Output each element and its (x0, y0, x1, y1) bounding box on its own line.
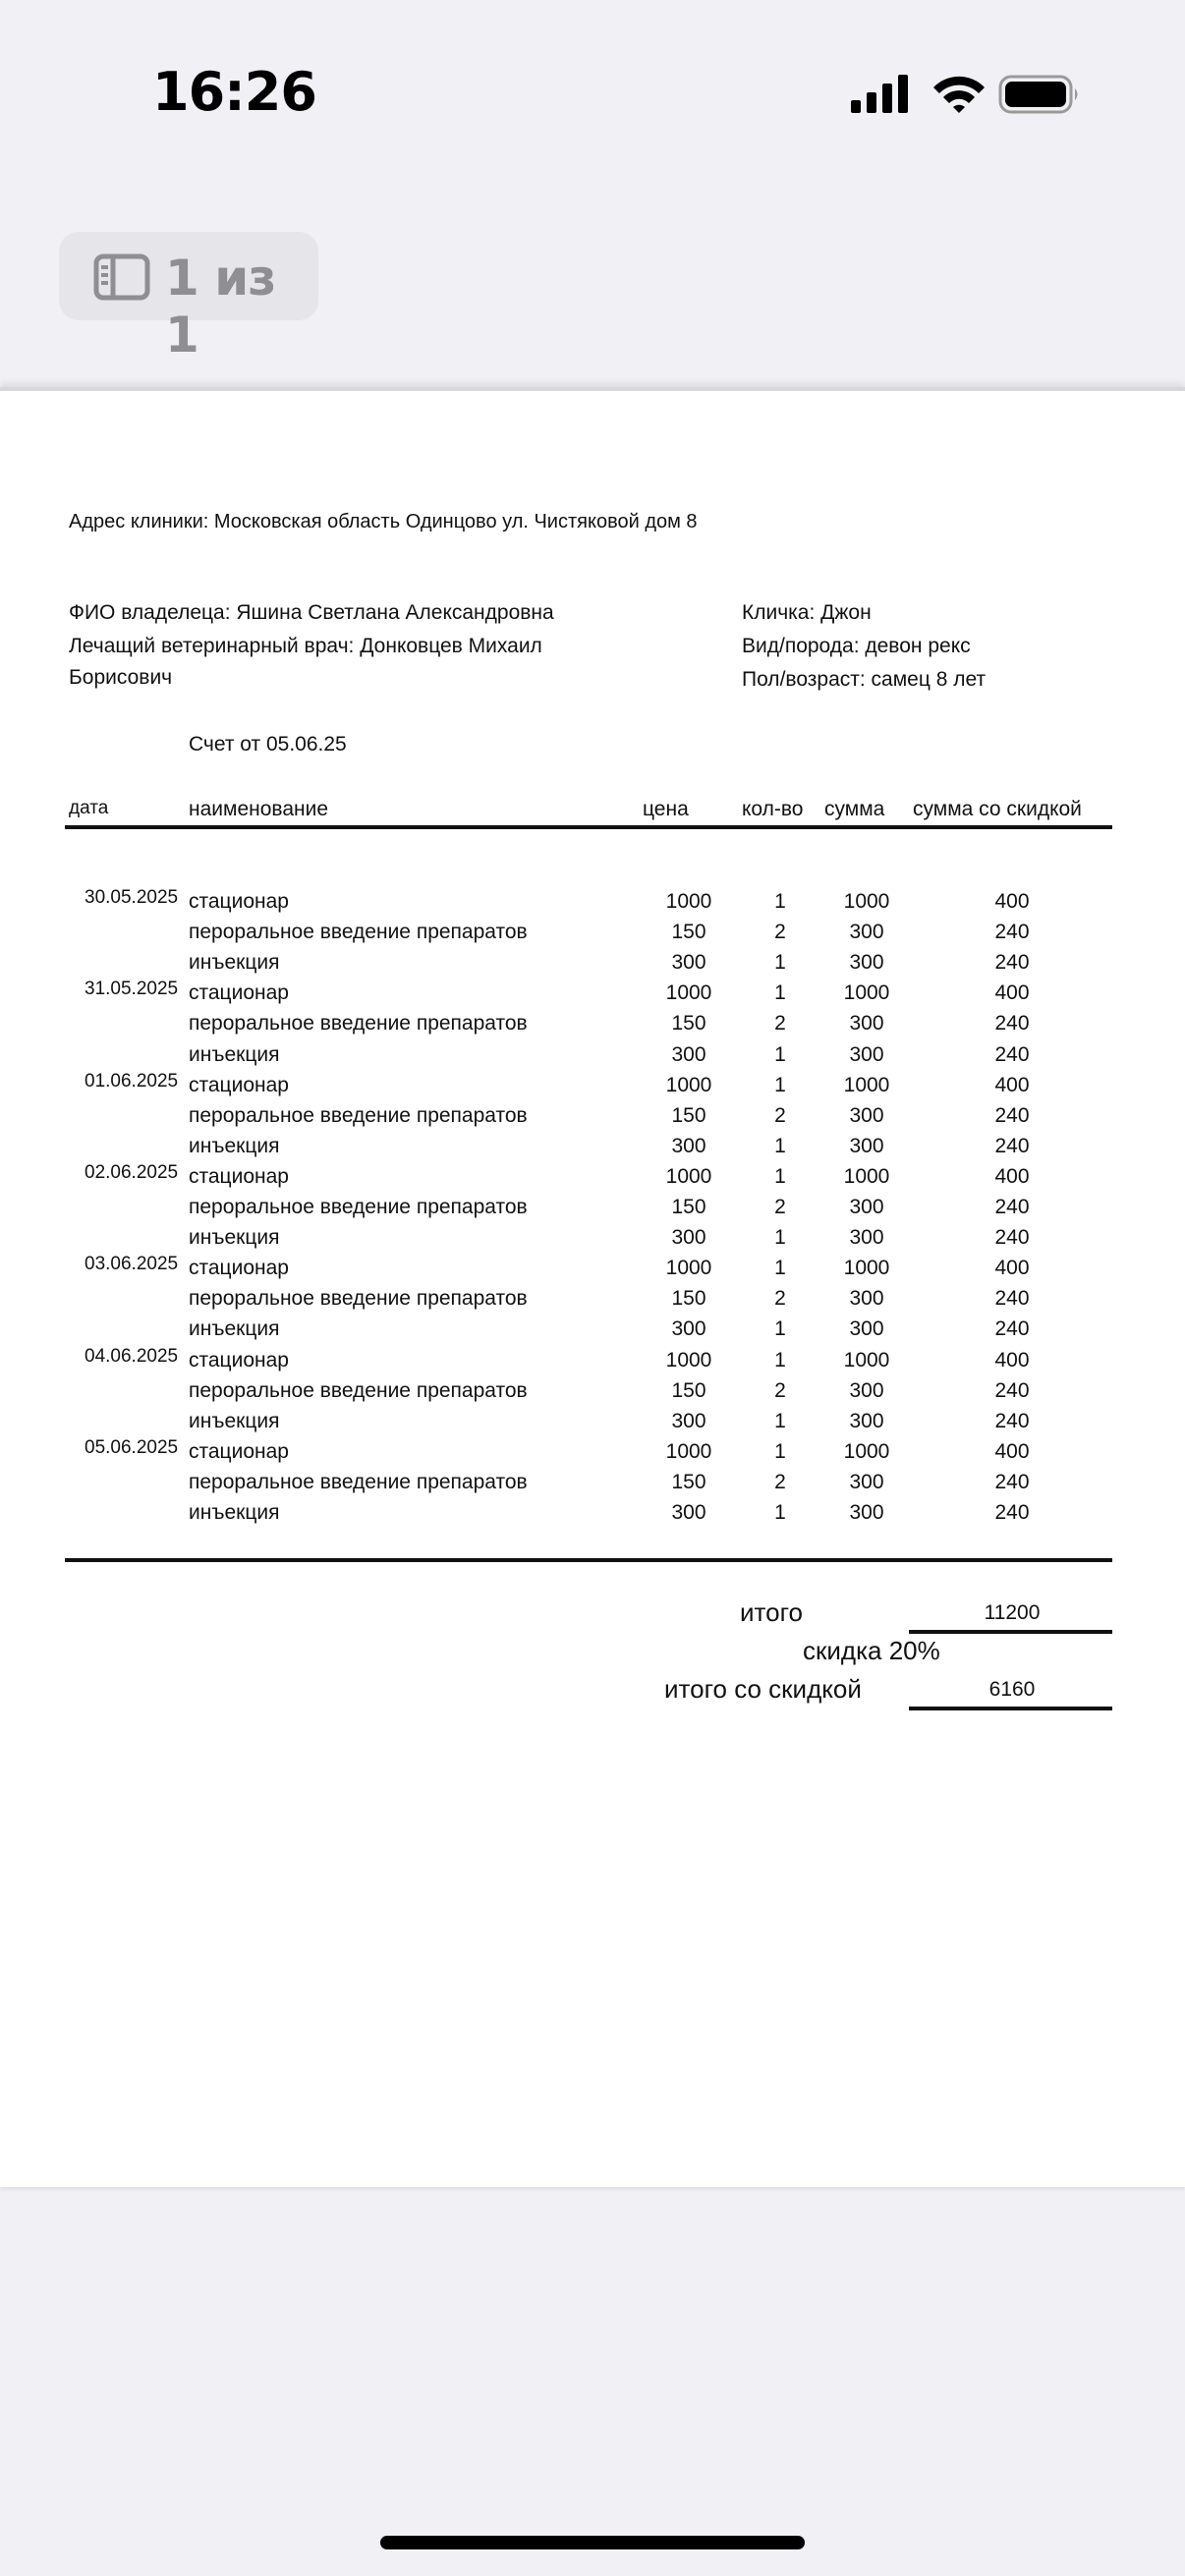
page-indicator-button[interactable] (59, 232, 318, 364)
pet-sex-age: Пол/возраст: самец 8 лет (742, 668, 987, 691)
row-service-name: стационар (189, 1074, 289, 1096)
row-sum: 300 (849, 1135, 884, 1157)
discounted-total-value: 6160 (988, 1678, 1036, 1701)
table-row (0, 1071, 1185, 1104)
row-price: 1000 (665, 1165, 712, 1188)
total-rule (909, 1630, 1112, 1634)
row-price: 150 (671, 1379, 706, 1402)
row-sum: 300 (849, 1317, 884, 1340)
row-date: 04.06.2025 (85, 1346, 179, 1367)
row-quantity: 2 (774, 1104, 786, 1127)
table-row (0, 951, 1185, 981)
table-row (0, 1135, 1185, 1165)
row-sum: 300 (849, 1471, 884, 1493)
row-discounted-sum: 240 (994, 1043, 1030, 1066)
row-date: 02.06.2025 (85, 1162, 179, 1183)
row-service-name: стационар (189, 981, 289, 1004)
row-date: 05.06.2025 (85, 1437, 179, 1458)
row-service-name: пероральное введение препаратов (189, 1471, 528, 1493)
table-row (0, 1104, 1185, 1135)
pet-breed: Вид/порода: девон рекс (742, 635, 971, 657)
discounted-total-label: итого со скидкой (664, 1674, 862, 1704)
row-service-name: инъекция (189, 1410, 280, 1432)
row-quantity: 1 (774, 890, 786, 913)
table-row (0, 1410, 1185, 1440)
doctor-name-line1: Лечащий ветеринарный врач: Донковцев Михаил (69, 635, 542, 657)
row-discounted-sum: 240 (994, 1135, 1030, 1157)
row-price: 150 (671, 1196, 706, 1218)
row-sum: 300 (849, 1501, 884, 1524)
row-quantity: 1 (774, 1317, 786, 1340)
row-service-name: пероральное введение препаратов (189, 1012, 528, 1035)
table-row (0, 921, 1185, 951)
row-sum: 1000 (843, 1165, 890, 1188)
row-price: 300 (671, 1043, 706, 1066)
row-price: 300 (671, 1410, 706, 1432)
invoice-title: Счет от 05.06.25 (189, 733, 347, 756)
row-quantity: 1 (774, 1043, 786, 1066)
row-quantity: 1 (774, 1165, 786, 1188)
row-discounted-sum: 240 (994, 1012, 1030, 1035)
doctor-name-line2: Борисович (69, 666, 173, 689)
row-discounted-sum: 400 (994, 1440, 1030, 1463)
row-sum: 1000 (843, 890, 890, 913)
row-discounted-sum: 400 (994, 1349, 1030, 1372)
row-quantity: 2 (774, 1379, 786, 1402)
table-row (0, 1317, 1185, 1348)
row-price: 1000 (665, 1440, 712, 1463)
row-price: 1000 (665, 1349, 712, 1372)
status-bar (0, 0, 1185, 187)
row-sum: 300 (849, 1287, 884, 1310)
total-label: итого (740, 1597, 803, 1627)
row-quantity: 1 (774, 951, 786, 974)
column-header-sum: сумма (824, 798, 885, 820)
table-row (0, 1226, 1185, 1257)
table-row (0, 1043, 1185, 1074)
row-price: 150 (671, 1471, 706, 1493)
row-sum: 300 (849, 921, 884, 943)
table-row (0, 1501, 1185, 1532)
home-indicator[interactable] (380, 2536, 805, 2549)
row-service-name: стационар (189, 1349, 289, 1372)
total-value: 11200 (984, 1601, 1041, 1624)
row-service-name: стационар (189, 1257, 289, 1279)
column-header-discounted: сумма со скидкой (913, 798, 1082, 820)
row-sum: 300 (849, 1196, 884, 1218)
row-discounted-sum: 240 (994, 1226, 1030, 1249)
row-service-name: пероральное введение препаратов (189, 1287, 528, 1310)
discounted-total-rule (909, 1707, 1112, 1710)
row-discounted-sum: 240 (994, 1501, 1030, 1524)
row-quantity: 1 (774, 1135, 786, 1157)
row-quantity: 1 (774, 1440, 786, 1463)
row-price: 300 (671, 1317, 706, 1340)
page-indicator-label: 1 из 1 (165, 250, 276, 364)
row-quantity: 1 (774, 1501, 786, 1524)
row-price: 150 (671, 921, 706, 943)
row-sum: 1000 (843, 1440, 890, 1463)
clinic-address: Адрес клиники: Московская область Одинцово ул. Чистяковой дом 8 (69, 511, 698, 532)
table-row (0, 1287, 1185, 1317)
column-header-qty: кол-во (742, 798, 804, 820)
pet-name: Кличка: Джон (742, 601, 872, 624)
row-discounted-sum: 400 (994, 890, 1030, 913)
row-discounted-sum: 400 (994, 1074, 1030, 1096)
discount-label: скидка 20% (803, 1636, 940, 1665)
row-service-name: инъекция (189, 951, 280, 974)
row-quantity: 1 (774, 1257, 786, 1279)
status-icons (847, 73, 1083, 116)
row-sum: 1000 (843, 1349, 890, 1372)
battery-icon (998, 73, 1081, 116)
table-row (0, 1437, 1185, 1471)
row-quantity: 1 (774, 1074, 786, 1096)
row-date: 01.06.2025 (85, 1071, 179, 1092)
row-service-name: пероральное введение препаратов (189, 1196, 528, 1218)
row-service-name: инъекция (189, 1226, 280, 1249)
row-quantity: 1 (774, 981, 786, 1004)
row-discounted-sum: 240 (994, 1379, 1030, 1402)
table-row (0, 1196, 1185, 1226)
row-date: 30.05.2025 (85, 887, 179, 908)
status-time: 16:26 (152, 61, 316, 123)
row-quantity: 2 (774, 1287, 786, 1310)
row-service-name: стационар (189, 1440, 289, 1463)
row-quantity: 2 (774, 1012, 786, 1035)
row-service-name: стационар (189, 890, 289, 913)
row-price: 300 (671, 951, 706, 974)
row-quantity: 2 (774, 1196, 786, 1218)
row-price: 150 (671, 1012, 706, 1035)
row-service-name: пероральное введение препаратов (189, 1379, 528, 1402)
table-row (0, 887, 1185, 921)
row-discounted-sum: 240 (994, 1410, 1030, 1432)
row-price: 1000 (665, 1074, 712, 1096)
table-row (0, 1162, 1185, 1196)
row-sum: 1000 (843, 981, 890, 1004)
row-quantity: 2 (774, 1471, 786, 1493)
row-sum: 300 (849, 1379, 884, 1402)
column-header-date: дата (69, 798, 109, 818)
row-discounted-sum: 240 (994, 1196, 1030, 1218)
row-discounted-sum: 240 (994, 1471, 1030, 1493)
row-quantity: 2 (774, 921, 786, 943)
invoice-document (0, 387, 1185, 2187)
row-price: 300 (671, 1501, 706, 1524)
row-quantity: 1 (774, 1410, 786, 1432)
row-quantity: 1 (774, 1349, 786, 1372)
sidebar-icon (93, 253, 150, 301)
row-sum: 300 (849, 1410, 884, 1432)
row-date: 31.05.2025 (85, 979, 179, 999)
header-rule (65, 825, 1112, 829)
row-discounted-sum: 240 (994, 1287, 1030, 1310)
row-sum: 300 (849, 1226, 884, 1249)
column-header-name: наименование (189, 798, 329, 820)
row-price: 1000 (665, 890, 712, 913)
row-sum: 1000 (843, 1257, 890, 1279)
row-sum: 1000 (843, 1074, 890, 1096)
row-price: 150 (671, 1104, 706, 1127)
table-row (0, 1346, 1185, 1379)
wifi-icon (930, 73, 988, 116)
row-price: 1000 (665, 981, 712, 1004)
row-service-name: инъекция (189, 1135, 280, 1157)
row-discounted-sum: 400 (994, 1165, 1030, 1188)
row-price: 300 (671, 1226, 706, 1249)
row-date: 03.06.2025 (85, 1254, 179, 1274)
table-bottom-rule (65, 1558, 1112, 1562)
row-price: 300 (671, 1135, 706, 1157)
table-row (0, 1379, 1185, 1410)
row-service-name: инъекция (189, 1043, 280, 1066)
row-service-name: стационар (189, 1165, 289, 1188)
row-discounted-sum: 400 (994, 981, 1030, 1004)
row-price: 1000 (665, 1257, 712, 1279)
row-discounted-sum: 240 (994, 1317, 1030, 1340)
row-discounted-sum: 240 (994, 951, 1030, 974)
row-sum: 300 (849, 951, 884, 974)
table-row (0, 1471, 1185, 1501)
row-quantity: 1 (774, 1226, 786, 1249)
table-row (0, 1254, 1185, 1287)
row-service-name: пероральное введение препаратов (189, 1104, 528, 1127)
row-service-name: инъекция (189, 1501, 280, 1524)
table-row (0, 981, 1185, 1012)
row-discounted-sum: 400 (994, 1257, 1030, 1279)
table-row (0, 1012, 1185, 1042)
owner-name: ФИО владелеца: Яшина Светлана Александровна (69, 601, 554, 624)
row-discounted-sum: 240 (994, 1104, 1030, 1127)
row-discounted-sum: 240 (994, 921, 1030, 943)
row-sum: 300 (849, 1012, 884, 1035)
row-service-name: пероральное введение препаратов (189, 921, 528, 943)
row-service-name: инъекция (189, 1317, 280, 1340)
column-header-price: цена (643, 798, 689, 820)
row-sum: 300 (849, 1104, 884, 1127)
row-price: 150 (671, 1287, 706, 1310)
row-sum: 300 (849, 1043, 884, 1066)
